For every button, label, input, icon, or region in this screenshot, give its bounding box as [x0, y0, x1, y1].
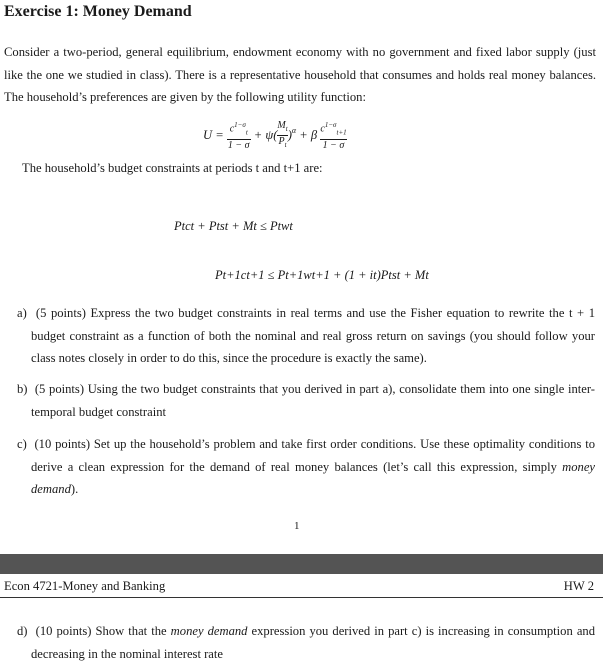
- question-c-label: c): [17, 437, 27, 451]
- running-header-course: Econ 4721-Money and Banking: [4, 579, 166, 593]
- question-c: c) (10 points) Set up the household’s problem and take first order conditions. Use these optimality conditions to derive a clean expression for the demand of real money balances (let’s call this expression, simply money demand).: [17, 437, 596, 496]
- utility-plus-beta: + β: [299, 128, 318, 142]
- utility-alpha: α: [291, 126, 297, 136]
- utility-term-consumption-t1: $\frac{c^{1-\sigma}_{t+1}}{1 - \sigma}$: [320, 121, 347, 151]
- question-a-label: a): [17, 306, 27, 320]
- question-d: d) (10 points) Show that the money demand expression you derived in part c) is increasing in consumption and decreasing in the nominal interest rate: [17, 624, 596, 661]
- question-b-label: b): [17, 382, 28, 396]
- budget-constraints-intro: The household’s budget constraints at periods t and t+1 are:: [22, 161, 323, 175]
- utility-plus-psi: + ψ(: [253, 128, 278, 142]
- utility-term-money: $\frac{M_t}{P_t}$: [277, 120, 288, 149]
- intro-paragraph: Consider a two-period, general equilibrium, endowment economy with no government and fixed labor supply (just like the one we studied in class). There is a representative household that consumes and holds real money balances. The household’s preferences are given by the following utility function:: [4, 45, 596, 104]
- page-number: 1: [294, 520, 300, 532]
- question-d-emphasis: money demand: [170, 624, 248, 638]
- question-a-text: (5 points) Express the two budget constraints in real terms and use the Fisher equation to rewrite the t + 1 budget constraint as a function of both the nominal and real gross return on savings (you should follow your class notes closely in order to do this, since the procedure is exactly the same).: [31, 306, 595, 365]
- utility-lhs: U =: [203, 128, 224, 142]
- question-c-emphasis: money demand: [31, 459, 595, 496]
- utility-close-paren: ): [287, 128, 292, 142]
- budget-constraint-period-t: Ptct + Ptst + Mt ≤ Ptwt: [174, 219, 293, 233]
- running-header-hw: HW 2: [563, 579, 594, 593]
- utility-term-consumption-t: $\frac{c^{1-\sigma}_t}{1 - \sigma}$: [227, 121, 250, 151]
- exercise-title: Exercise 1: Money Demand: [4, 3, 192, 20]
- question-b: [17, 378, 595, 423]
- question-d-label: d): [17, 624, 28, 638]
- utility-function: [203, 120, 347, 151]
- page-break-bar: [0, 554, 603, 574]
- budget-constraint-period-t1: Pt+1ct+1 ≤ Pt+1wt+1 + (1 + it)Ptst + Mt: [215, 268, 429, 282]
- header-rule: [0, 597, 603, 598]
- question-a: [17, 302, 595, 370]
- question-b-text: (5 points) Using the two budget constraints that you derived in part a), consolidate them into one single inter-temporal budget constraint: [31, 382, 596, 419]
